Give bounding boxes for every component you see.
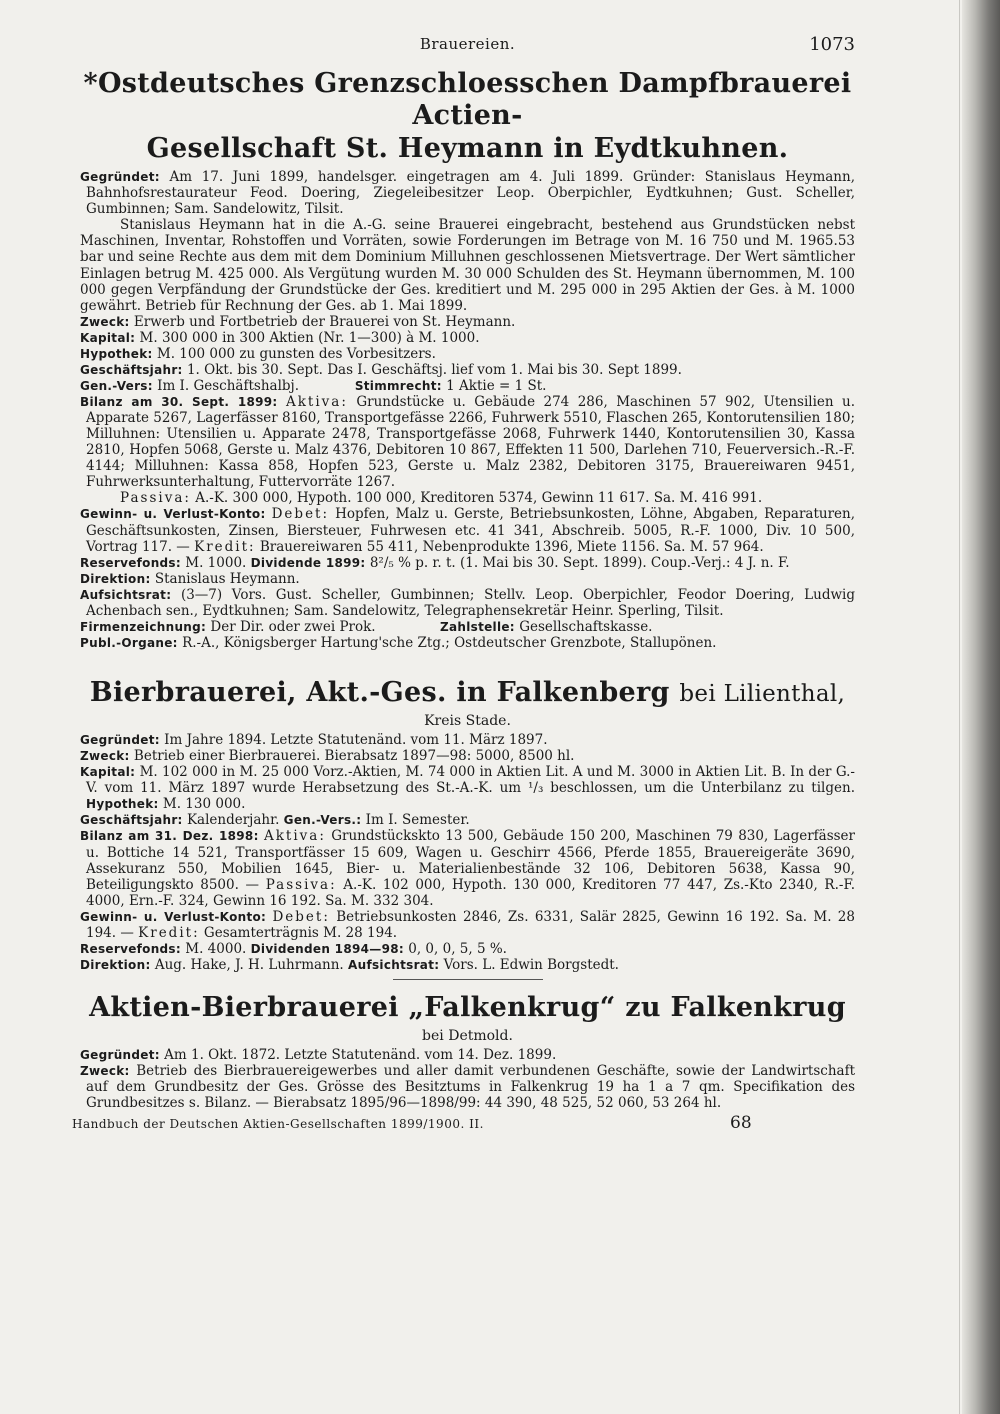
guv-entry xyxy=(80,909,855,941)
stimmrecht-text: 1 Aktie = 1 St. xyxy=(446,377,547,394)
book-binding-shadow xyxy=(962,0,1000,1414)
page-footer xyxy=(72,1113,855,1137)
reservefonds-label: Reservefonds: xyxy=(80,555,181,570)
binding-edge-line xyxy=(959,0,960,1414)
falkenberg-title: Bierbrauerei, Akt.-Ges. in Falkenberg xyxy=(89,677,670,709)
zweck-text: Betrieb des Bierbrauereigewerbes und aller damit verbundenen Geschäfte, sowie der Landwirtschaft auf dem Grundbesitz der Ges. Grösse des Besitztums in Falkenkrug 19 ha 1 a 7 qm. Specifikation des Grundbesitzes s. Bilanz. — Bierabsatz 1895/96—1898/99: 44 390, 48 525, 52 060, 53 264 hl. xyxy=(86,1063,855,1112)
running-title: Brauereien. xyxy=(419,35,516,53)
passiva-entry xyxy=(80,490,855,506)
kapital-text: M. 300 000 in 300 Aktien (Nr. 1—300) à M. 1000. xyxy=(139,329,480,346)
passiva-label: Passiva: xyxy=(265,876,337,893)
kapital-text: M. 102 000 in M. 25 000 Vorz.-Aktien, M. 74 000 in Aktien Lit. A und M. 3000 in Aktien Lit. B. In der G.-V. vom 11. März 1897 wurde Herabsetzung des St.-A.-K. um ¹/₃ beschlossen, um die Unterbilanz zu tilgen. xyxy=(86,764,855,797)
reservefonds-text: M. 1000. xyxy=(185,554,247,571)
reservefonds-text: M. 4000. xyxy=(185,940,247,957)
zweck-label: Zweck: xyxy=(80,749,130,764)
firmenzeichnung-text: Der Dir. oder zwei Prok. xyxy=(210,618,376,635)
gegruendet-label: Gegründet: xyxy=(80,170,160,185)
publ-entry xyxy=(80,635,855,651)
company-title-falkenberg xyxy=(80,677,855,709)
aktiva-label: Aktiva: xyxy=(286,394,348,411)
dividenden-label: Dividenden 1894—98: xyxy=(250,941,404,956)
hypothek-entry xyxy=(80,346,855,362)
zweck-label: Zweck: xyxy=(80,1064,130,1079)
kredit-label: Kredit: xyxy=(194,538,256,555)
geschaeftsjahr-text: Kalenderjahr. xyxy=(186,812,280,829)
genvers-label: Gen.-Vers.: xyxy=(283,813,362,828)
passiva-text: A.-K. 300 000, Hypoth. 100 000, Kreditoren 5374, Gewinn 11 617. Sa. M. 416 991. xyxy=(195,490,763,507)
direktion-label: Direktion: xyxy=(80,957,151,972)
dividende-label: Dividende 1899: xyxy=(250,555,366,570)
gegruendet-text: Am 1. Okt. 1872. Letzte Statutenänd. vom 14. Dez. 1899. xyxy=(164,1047,557,1064)
kapital-entry xyxy=(80,330,855,346)
genvers-text: Im I. Geschäftshalbj. xyxy=(157,377,300,394)
page-number: 1073 xyxy=(809,34,855,55)
gegruendet-entry xyxy=(80,1047,855,1063)
footer-sheet-number: 68 xyxy=(730,1113,752,1134)
zahlstelle-text: Gesellschaftskasse. xyxy=(519,618,653,635)
bilanz-label: Bilanz am 30. Sept. 1899: xyxy=(80,395,278,410)
zweck-entry xyxy=(80,314,855,330)
reservefonds-label: Reservefonds: xyxy=(80,941,181,956)
geschaeftsjahr-entry xyxy=(80,812,855,828)
genvers-text: Im I. Semester. xyxy=(365,812,470,829)
passiva-label: Passiva: xyxy=(120,490,191,507)
zahlstelle-label: Zahlstelle: xyxy=(439,619,515,634)
dividende-text: 8²/₅ % p. r. t. (1. Mai bis 30. Sept. 1899). Coup.-Verj.: 4 J. n. F. xyxy=(369,554,790,571)
publ-text: R.-A., Königsberger Hartung'sche Ztg.; Ostdeutscher Grenzbote, Stallupönen. xyxy=(182,634,717,651)
kredit-label: Kredit: xyxy=(138,924,200,941)
company-title-line1: *Ostdeutsches Grenzschloesschen Dampfbrauerei Actien- xyxy=(83,68,852,132)
aktiva-text: Grundstückskto 13 500, Gebäude 150 200, Maschinen 79 830, Lagerfässer u. Bottiche 14 521, Transportfässer 15 609, Wagen u. Geschirr 4566, Pferde 1855, Brauereigeräte 3690, Assekuranz 550, Mobilien 1645, Bier- u. Materialienbestände 32 106, Debitoren 5638, Kassa 90, Beteiligungskto 8500. — xyxy=(86,828,855,893)
aufsichtsrat-label: Aufsichtsrat: xyxy=(348,957,440,972)
hypothek-label: Hypothek: xyxy=(86,797,159,812)
gegruendet-text: Am 17. Juni 1899, handelsger. eingetragen am 4. Juli 1899. Gründer: Stanislaus Heymann, Bahnhofsrestaurateur Feod. Doering, Ziegeleibesitzer Leop. Oberpichler, Eydtkuhnen; Gust. Scheller, Gumbinnen; Sam. Sandelowitz, Tilsit. xyxy=(86,169,855,218)
firmenzeichnung-entry xyxy=(80,619,855,635)
passiva-text: A.-K. 102 000, Hypoth. 130 000, Kreditoren 77 447, Zs.-Kto 2340, R.-F. 4000, Ern.-F. 324, Gewinn 16 192. Sa. M. 332 304. xyxy=(86,876,856,909)
reservefonds-entry xyxy=(80,941,855,957)
gegruendet-entry xyxy=(80,732,855,748)
falkenberg-title-suffix: bei Lilienthal, xyxy=(679,681,846,708)
aufsichtsrat-text: Vors. L. Edwin Borgstedt. xyxy=(443,956,619,973)
kapital-entry xyxy=(80,764,855,812)
gegruendet-label: Gegründet: xyxy=(80,733,160,748)
bilanz-entry xyxy=(80,394,855,490)
debet-label: Debet: xyxy=(271,506,330,523)
dividenden-text: 0, 0, 0, 5, 5 %. xyxy=(408,940,507,957)
running-head xyxy=(80,30,855,60)
geschaeftsjahr-label: Geschäftsjahr: xyxy=(80,362,183,377)
falkenkrug-location: bei Detmold. xyxy=(422,1028,513,1045)
gegruendet-label: Gegründet: xyxy=(80,1048,160,1063)
page-content xyxy=(72,30,856,1137)
einlage-paragraph: Stanislaus Heymann hat in die A.-G. seine Brauerei eingebracht, bestehend aus Grundstücken nebst Maschinen, Inventar, Rohstoffen und Vorräten, sowie Forderungen im Betrage von M. 16 750 und M. 1965.53 bar und seine Rechte aus dem mit dem Dominium Milluhnen geschlossenen Mietsvertrage. Der Wert sämtlicher Einlagen betrug M. 425 000. Als Vergütung wurden M. 30 000 Schulden des St. Heymann übernommen, M. 100 000 gegen Verpfändung der Grundstücke der Ges. kreditiert und M. 295 000 in 295 Aktien der Ges. à M. 1000 gewährt. Betrieb für Rechnung der Ges. ab 1. Mai 1899. xyxy=(80,217,855,314)
guv-label: Gewinn- u. Verlust-Konto: xyxy=(80,507,266,522)
hypothek-text: M. 130 000. xyxy=(162,796,246,813)
footer-publication: Handbuch der Deutschen Aktien-Gesellschaften 1899/1900. II. xyxy=(72,1117,484,1132)
firmenzeichnung-label: Firmenzeichnung: xyxy=(80,619,207,634)
geschaeftsjahr-text: 1. Okt. bis 30. Sept. Das I. Geschäftsj. lief vom 1. Mai bis 30. Sept 1899. xyxy=(186,361,682,378)
falkenberg-location: Kreis Stade. xyxy=(424,713,511,730)
direktion-text: Aug. Hake, J. H. Luhrmann. xyxy=(154,956,344,973)
hypothek-label: Hypothek: xyxy=(80,346,153,361)
zweck-label: Zweck: xyxy=(80,314,130,329)
guv-label: Gewinn- u. Verlust-Konto: xyxy=(80,909,267,924)
zweck-text: Betrieb einer Bierbrauerei. Bierabsatz 1897—98: 5000, 8500 hl. xyxy=(133,748,575,765)
stimmrecht-label: Stimmrecht: xyxy=(354,378,442,393)
kapital-label: Kapital: xyxy=(80,330,136,345)
direktion-entry xyxy=(80,957,855,973)
kapital-label: Kapital: xyxy=(80,765,136,780)
kredit-text: Gesamterträgnis M. 28 194. xyxy=(203,924,398,941)
company-entry-falkenberg xyxy=(80,677,855,980)
debet-text: Hopfen, Malz u. Gerste, Betriebsunkosten, Löhne, Abgaben, Reparaturen, Geschäftsunkosten, Zinsen, Biersteuer, Fuhrwesen etc. 41 341, Abschreib. 5005, R.-F. 1000, Div. 10 500, Vortrag 117. — xyxy=(86,506,856,555)
company-entry-falkenkrug xyxy=(80,992,855,1111)
direktion-entry xyxy=(80,571,855,587)
debet-label: Debet: xyxy=(272,908,330,925)
kredit-text: Brauereiwaren 55 411, Nebenprodukte 1396, Miete 1156. Sa. M. 57 964. xyxy=(259,538,764,555)
geschaeftsjahr-label: Geschäftsjahr: xyxy=(80,813,183,828)
publ-label: Publ.-Organe: xyxy=(80,635,178,650)
bilanz-label: Bilanz am 31. Dez. 1898: xyxy=(80,829,259,844)
direktion-text: Stanislaus Heymann. xyxy=(154,570,300,587)
genvers-entry xyxy=(80,378,855,394)
reservefonds-entry xyxy=(80,555,855,571)
geschaeftsjahr-entry xyxy=(80,362,855,378)
gegruendet-entry xyxy=(80,169,855,217)
aufsichtsrat-text: (3—7) Vors. Gust. Scheller, Gumbinnen; Stellv. Leop. Oberpichler, Feodor Doering, Ludwig Achenbach sen., Eydtkuhnen; Sam. Sandelowitz, Telegraphensekretär Heinr. Sperling, Tilsit. xyxy=(86,586,855,619)
company-title xyxy=(80,68,855,165)
company-entry-eydtkuhnen xyxy=(80,68,855,651)
aktiva-label: Aktiva: xyxy=(264,828,326,845)
guv-entry xyxy=(80,506,855,554)
zweck-text: Erwerb und Fortbetrieb der Brauerei von St. Heymann. xyxy=(133,313,516,330)
zweck-entry xyxy=(80,1063,855,1111)
company-title-line2: Gesellschaft St. Heymann in Eydtkuhnen. xyxy=(146,132,789,164)
company-title-falkenkrug: Aktien-Bierbrauerei „Falkenkrug“ zu Falkenkrug xyxy=(89,992,846,1024)
direktion-label: Direktion: xyxy=(80,571,151,586)
aktiva-text: Grundstücke u. Gebäude 274 286, Maschinen 57 902, Utensilien u. Apparate 5267, Lagerfässer 8160, Transportgefässe 2266, Fuhrwerk 5510, Flaschen 265, Kontorutensilien 180; Milluhnen: Utensilien u. Apparate 2478, Transportgefässe 2068, Fuhrwerk 1440, Kontorutensilien 30, Kassa 2810, Hopfen 5068, Gerste u. Malz 4376, Debitoren 10 867, Effekten 11 500, Darlehen 710, Feuerversich.-R.-F. 4144; Milluhnen: Kassa 858, Hopfen 523, Gerste u. Malz 2382, Debitoren 3175, Brauereiwaren 9451, Fuhrwerksunterhaltung, Futtervorräte 1267. xyxy=(86,394,856,491)
zweck-entry xyxy=(80,748,855,764)
genvers-label: Gen.-Vers: xyxy=(80,378,153,393)
debet-text: Betriebsunkosten 2846, Zs. 6331, Salär 2825, Gewinn 16 192. Sa. M. 28 194. — xyxy=(86,908,855,941)
hypothek-text: M. 100 000 zu gunsten des Vorbesitzers. xyxy=(156,345,436,362)
aufsichtsrat-label: Aufsichtsrat: xyxy=(80,587,172,602)
bilanz-entry xyxy=(80,828,855,908)
section-divider xyxy=(393,979,543,980)
gegruendet-text: Im Jahre 1894. Letzte Statutenänd. vom 11. März 1897. xyxy=(164,732,548,749)
aufsichtsrat-entry xyxy=(80,587,855,619)
